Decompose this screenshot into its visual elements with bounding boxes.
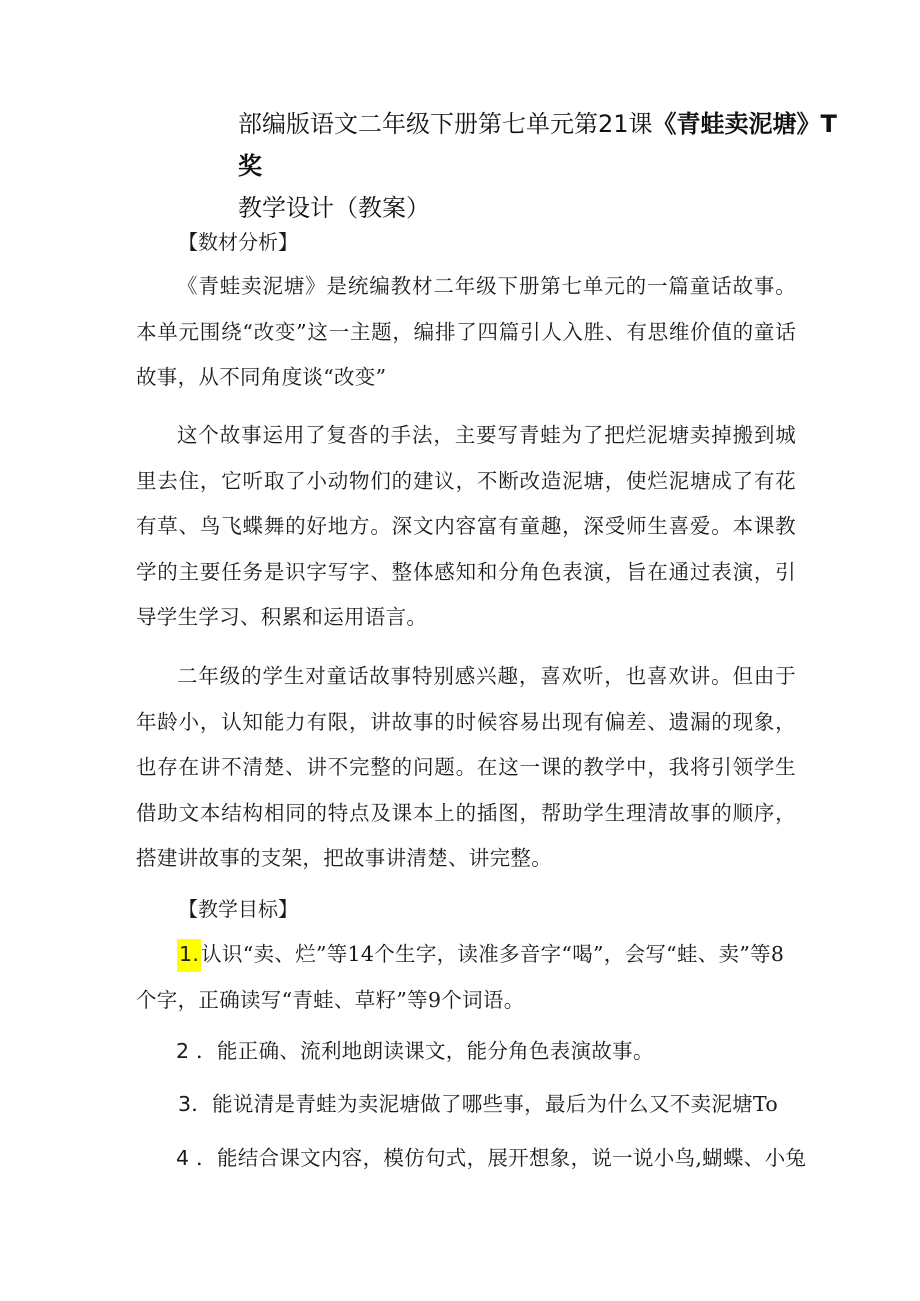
analysis-paragraph-1: 《青蛙卖泥塘》是统编教材二年级下册第七单元的一篇童话故事。本单元围绕“改变”这一主题，编排了四篇引人入胜、有思维价值的童话故事，从不同角度谈“改变” bbox=[136, 274, 796, 389]
analysis-paragraph-3: 二年级的学生对童话故事特别感兴趣，喜欢听，也喜欢讲。但由于年龄小，认知能力有限，讲故事的时候容易出现有偏差、遗漏的现象，也存在讲不清楚、讲不完整的问题。在这一课的教学中，我将引领学生借助文本结构相同的特点及课本上的插图，帮助学生理清故事的顺序，搭建讲故事的支架，把故事讲清楚、讲完整。 bbox=[136, 664, 796, 870]
goal-item-4 bbox=[176, 1136, 806, 1182]
document-title bbox=[238, 103, 838, 229]
goal-text-2: ．能正确、流利地朗读课文，能分角色表演故事。 bbox=[196, 1039, 654, 1063]
title-main: 部编版语文二年级下册第七单元第21课 bbox=[238, 110, 653, 138]
goal-item-1 bbox=[136, 932, 796, 1023]
goal-text-4: ．能结合课文内容，模仿句式，展开想象，说一说小鸟,蝴蝶、小兔 bbox=[196, 1146, 807, 1170]
goal-number-3: 3 bbox=[178, 1092, 192, 1116]
analysis-heading: 【数材分析】 bbox=[178, 230, 298, 254]
title-line-2: 教学设计（教案） bbox=[238, 194, 430, 222]
goal-text-3: ．能说清是青蛙为卖泥塘做了哪些事，最后为什么又不卖泥塘To bbox=[191, 1092, 778, 1116]
title-book-name: 《青蛙卖泥塘》T奖 bbox=[238, 110, 837, 180]
analysis-paragraph-2: 这个故事运用了复沓的手法，主要写青蛙为了把烂泥塘卖掉搬到城里去住，它听取了小动物们的建议，不断改造泥塘，使烂泥塘成了有花有草、鸟飞蝶舞的好地方。深文内容富有童趣，深受师生喜爱。本课教学的主要任务是识字写字、整体感知和分角色表演，旨在通过表演，引导学生学习、积累和运用语言。 bbox=[136, 423, 796, 629]
goal-item-3 bbox=[178, 1082, 778, 1128]
goal-item-2 bbox=[176, 1029, 654, 1075]
goal-number-1: 1. bbox=[177, 939, 201, 972]
goals-heading: 【教学目标】 bbox=[178, 897, 298, 921]
goal-number-4: 4 bbox=[176, 1146, 190, 1170]
title-line-1 bbox=[238, 103, 838, 187]
goal-number-2: 2 bbox=[176, 1039, 190, 1063]
goal-text-1: 认识“卖、烂”等14个生字，读准多音字“喝”，会写“蛙、卖”等8个字，正确读写“青蛙、草籽”等9个词语。 bbox=[136, 942, 785, 1012]
